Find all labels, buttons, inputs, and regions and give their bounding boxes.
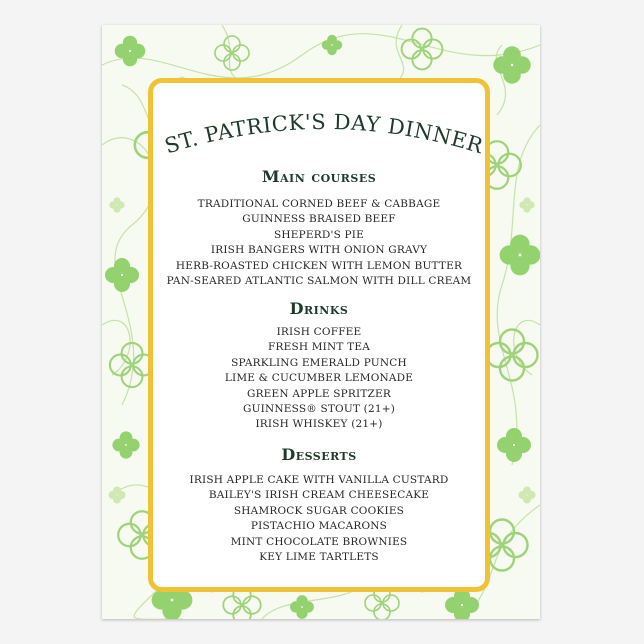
list-item: TRADITIONAL CORNED BEEF & CABBAGE (197, 198, 441, 210)
desserts-list (153, 473, 485, 565)
menu-card (102, 25, 540, 619)
section-heading-desserts: Desserts (281, 445, 357, 464)
list-item: MINT CHOCOLATE BROWNIES (230, 535, 408, 548)
list-item: IRISH COFFEE (276, 326, 362, 338)
list-item: HERB-ROASTED CHICKEN WITH LEMON BUTTER (175, 259, 463, 272)
section-heading-drinks: Drinks (289, 299, 349, 318)
list-item: IRISH APPLE CAKE WITH VANILLA CUSTARD (189, 474, 449, 486)
list-item: SHEPERD'S PIE (274, 228, 364, 241)
list-item: GUINNESS BRAISED BEEF (242, 213, 396, 226)
menu-title (153, 83, 495, 173)
section-heading-main-courses: Main courses (261, 167, 377, 186)
main-courses-list (153, 197, 485, 289)
list-item: SPARKLING EMERALD PUNCH (231, 356, 407, 369)
list-item: KEY LIME TARTLETS (259, 551, 379, 564)
list-item: IRISH WHISKEY (21+) (255, 418, 383, 431)
list-item: BAILEY'S IRISH CREAM CHEESECAKE (208, 489, 430, 502)
list-item: GREEN APPLE SPRITZER (246, 387, 392, 400)
list-item: PAN-SEARED ATLANTIC SALMON WITH DILL CREAM (166, 275, 472, 288)
list-item: SHAMROCK SUGAR COOKIES (233, 504, 405, 517)
menu-title-text: ST. PATRICK'S DAY DINNER (161, 109, 487, 159)
svg-text:ST. PATRICK'S DAY DINNER (162, 110, 487, 159)
drinks-list (153, 325, 485, 433)
menu-panel (148, 78, 490, 592)
list-item: IRISH BANGERS WITH ONION GRAVY (210, 244, 428, 257)
list-item: GUINNESS® STOUT (21+) (242, 403, 395, 416)
list-item: LIME & CUCUMBER LEMONADE (224, 372, 414, 385)
list-item: FRESH MINT TEA (267, 341, 371, 354)
list-item: PISTACHIO MACARONS (250, 520, 388, 533)
